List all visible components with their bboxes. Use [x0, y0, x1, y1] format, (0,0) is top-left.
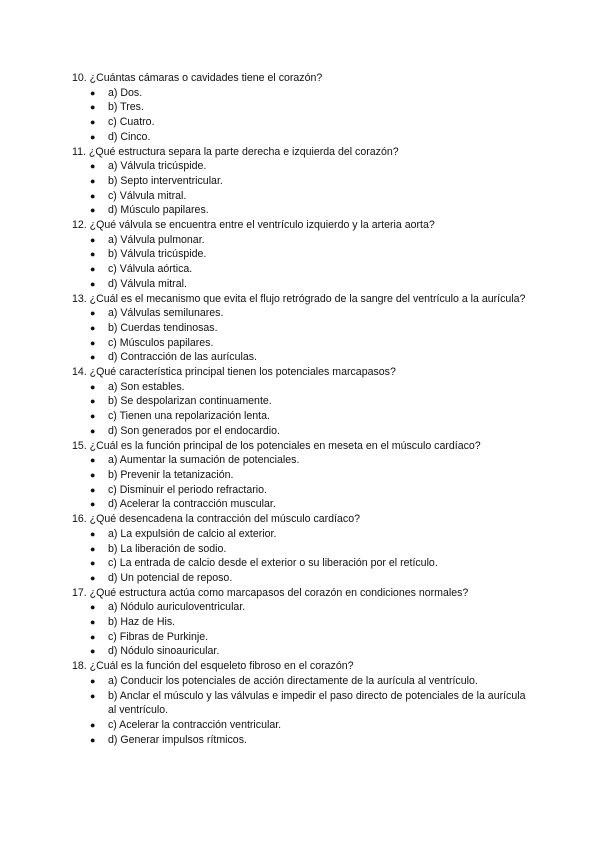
- answer-option-text: d) Acelerar la contracción muscular.: [108, 498, 276, 511]
- question-block: [72, 292, 532, 366]
- answer-option: [72, 100, 532, 115]
- answer-option: [72, 615, 532, 630]
- answer-option: [72, 277, 532, 292]
- bullet-icon: ●: [90, 117, 96, 128]
- answer-option: [72, 336, 532, 351]
- bullet-icon: ●: [90, 572, 96, 583]
- bullet-icon: ●: [90, 558, 96, 569]
- answer-option-text: b) Anclar el músculo y las válvulas e impedir el paso directo de potenciales de la aurícula al ventrículo.: [108, 689, 526, 717]
- answer-options: [72, 159, 532, 218]
- bullet-icon: ●: [90, 455, 96, 466]
- answer-option: [72, 380, 532, 395]
- answer-option-text: c) Válvula mitral.: [108, 189, 187, 202]
- answer-option-text: d) Generar impulsos rítmicos.: [108, 733, 247, 746]
- answer-option: [72, 718, 532, 733]
- answer-option: [72, 306, 532, 321]
- answer-option-text: c) Tienen una repolarización lenta.: [108, 410, 270, 423]
- answer-option: [72, 689, 532, 718]
- question-block: [72, 365, 532, 439]
- bullet-icon: ●: [90, 499, 96, 510]
- question-text: 12. ¿Qué válvula se encuentra entre el ventrículo izquierdo y la arteria aorta?: [72, 219, 435, 232]
- question-text: 14. ¿Qué característica principal tienen los potenciales marcapasos?: [72, 366, 396, 379]
- bullet-icon: ●: [90, 190, 96, 201]
- answer-option-text: c) Fibras de Purkinje.: [108, 630, 209, 643]
- bullet-icon: ●: [90, 543, 96, 554]
- answer-option: [72, 644, 532, 659]
- bullet-icon: ●: [90, 528, 96, 539]
- bullet-icon: ●: [90, 322, 96, 333]
- answer-option-text: b) La liberación de sodio.: [108, 542, 227, 555]
- question-text: 18. ¿Cuál es la función del esqueleto fibroso en el corazón?: [72, 660, 354, 673]
- answer-option-text: d) Contracción de las aurículas.: [108, 351, 257, 364]
- bullet-icon: ●: [90, 631, 96, 642]
- answer-options: [72, 527, 532, 586]
- question-text: 10. ¿Cuántas cámaras o cavidades tiene el corazón?: [72, 72, 323, 84]
- answer-option: [72, 468, 532, 483]
- question-block: [72, 659, 532, 747]
- bullet-icon: ●: [90, 234, 96, 245]
- answer-option-text: c) Válvula aórtica.: [108, 263, 193, 276]
- answer-option-text: b) Haz de His.: [108, 616, 176, 629]
- question-block: [72, 439, 532, 513]
- answer-options: [72, 453, 532, 512]
- question-block: [72, 512, 532, 586]
- answer-option: [72, 86, 532, 101]
- question-block: [72, 71, 532, 145]
- answer-option-text: a) La expulsión de calcio al exterior.: [108, 527, 277, 540]
- answer-options: [72, 86, 532, 145]
- answer-option-text: d) Son generados por el endocardio.: [108, 424, 280, 437]
- answer-option: [72, 174, 532, 189]
- question-text: 17. ¿Qué estructura actúa como marcapasos del corazón en condiciones normales?: [72, 586, 469, 599]
- answer-option-text: a) Dos.: [108, 86, 143, 99]
- answer-option: [72, 409, 532, 424]
- answer-option: [72, 630, 532, 645]
- bullet-icon: ●: [90, 278, 96, 289]
- bullet-icon: ●: [90, 734, 96, 745]
- answer-option-text: c) Acelerar la contracción ventricular.: [108, 718, 282, 731]
- answer-option: [72, 600, 532, 615]
- bullet-icon: ●: [90, 425, 96, 436]
- answer-option: [72, 247, 532, 262]
- bullet-icon: ●: [90, 396, 96, 407]
- bullet-icon: ●: [90, 381, 96, 392]
- answer-option: [72, 262, 532, 277]
- answer-option-text: c) La entrada de calcio desde el exterior o su liberación por el retículo.: [108, 557, 438, 570]
- answer-option-text: b) Prevenir la tetanización.: [108, 468, 234, 481]
- bullet-icon: ●: [90, 175, 96, 186]
- answer-option: [72, 203, 532, 218]
- bullet-icon: ●: [90, 675, 96, 686]
- question-list: [72, 71, 532, 747]
- answer-options: [72, 674, 532, 748]
- bullet-icon: ●: [90, 131, 96, 142]
- question-text: 11. ¿Qué estructura separa la parte derecha e izquierda del corazón?: [72, 145, 399, 158]
- bullet-icon: ●: [90, 102, 96, 113]
- answer-option-text: b) Cuerdas tendinosas.: [108, 321, 218, 334]
- answer-option-text: d) Válvula mitral.: [108, 277, 187, 290]
- answer-option: [72, 674, 532, 689]
- answer-option: [72, 350, 532, 365]
- answer-option: [72, 321, 532, 336]
- bullet-icon: ●: [90, 249, 96, 260]
- answer-option: [72, 542, 532, 557]
- answer-option: [72, 483, 532, 498]
- bullet-icon: ●: [90, 646, 96, 657]
- answer-option-text: a) Son estables.: [108, 380, 185, 393]
- question-block: [72, 586, 532, 660]
- question-text: 15. ¿Cuál es la función principal de los potenciales en meseta en el músculo cardíaco?: [72, 439, 481, 452]
- answer-options: [72, 380, 532, 439]
- answer-option: [72, 527, 532, 542]
- answer-option-text: a) Aumentar la sumación de potenciales.: [108, 454, 300, 467]
- bullet-icon: ●: [90, 87, 96, 98]
- question-text: 16. ¿Qué desencadena la contracción del músculo cardíaco?: [72, 513, 360, 526]
- bullet-icon: ●: [90, 602, 96, 613]
- answer-options: [72, 600, 532, 659]
- answer-option-text: d) Nódulo sinoauricular.: [108, 645, 220, 658]
- answer-option: [72, 115, 532, 130]
- answer-option-text: a) Conducir los potenciales de acción directamente de la aurícula al ventrículo.: [108, 674, 478, 687]
- answer-option-text: b) Se despolarizan continuamente.: [108, 395, 272, 408]
- answer-option: [72, 733, 532, 748]
- answer-option-text: b) Tres.: [108, 101, 144, 114]
- answer-option: [72, 453, 532, 468]
- answer-option-text: d) Músculo papilares.: [108, 204, 209, 217]
- bullet-icon: ●: [90, 308, 96, 319]
- bullet-icon: ●: [90, 469, 96, 480]
- bullet-icon: ●: [90, 205, 96, 216]
- answer-option: [72, 394, 532, 409]
- bullet-icon: ●: [90, 337, 96, 348]
- bullet-icon: ●: [90, 411, 96, 422]
- answer-option: [72, 159, 532, 174]
- answer-option: [72, 189, 532, 204]
- answer-option-text: b) Válvula tricúspide.: [108, 248, 207, 261]
- answer-option-text: a) Válvulas semilunares.: [108, 307, 224, 320]
- bullet-icon: ●: [90, 264, 96, 275]
- answer-option-text: d) Un potencial de reposo.: [108, 571, 233, 584]
- bullet-icon: ●: [90, 617, 96, 628]
- answer-option-text: d) Cinco.: [108, 130, 151, 143]
- bullet-icon: ●: [90, 352, 96, 363]
- answer-option: [72, 571, 532, 586]
- answer-option: [72, 233, 532, 248]
- bullet-icon: ●: [90, 719, 96, 730]
- answer-option: [72, 130, 532, 145]
- bullet-icon: ●: [90, 161, 96, 172]
- bullet-icon: ●: [90, 690, 96, 701]
- answer-option-text: c) Disminuir el periodo refractario.: [108, 483, 267, 496]
- answer-option-text: c) Músculos papilares.: [108, 336, 214, 349]
- answer-option-text: c) Cuatro.: [108, 116, 155, 129]
- answer-option-text: a) Nódulo auriculoventricular.: [108, 601, 246, 614]
- answer-option-text: b) Septo interventricular.: [108, 174, 223, 187]
- answer-option: [72, 424, 532, 439]
- question-block: [72, 145, 532, 219]
- answer-options: [72, 306, 532, 365]
- answer-option-text: a) Válvula pulmonar.: [108, 233, 205, 246]
- answer-option-text: a) Válvula tricúspide.: [108, 160, 207, 173]
- question-block: [72, 218, 532, 292]
- question-text: 13. ¿Cuál es el mecanismo que evita el flujo retrógrado de la sangre del ventrículo a la aurícula?: [72, 292, 526, 305]
- bullet-icon: ●: [90, 484, 96, 495]
- answer-option: [72, 556, 532, 571]
- answer-options: [72, 233, 532, 292]
- answer-option: [72, 497, 532, 512]
